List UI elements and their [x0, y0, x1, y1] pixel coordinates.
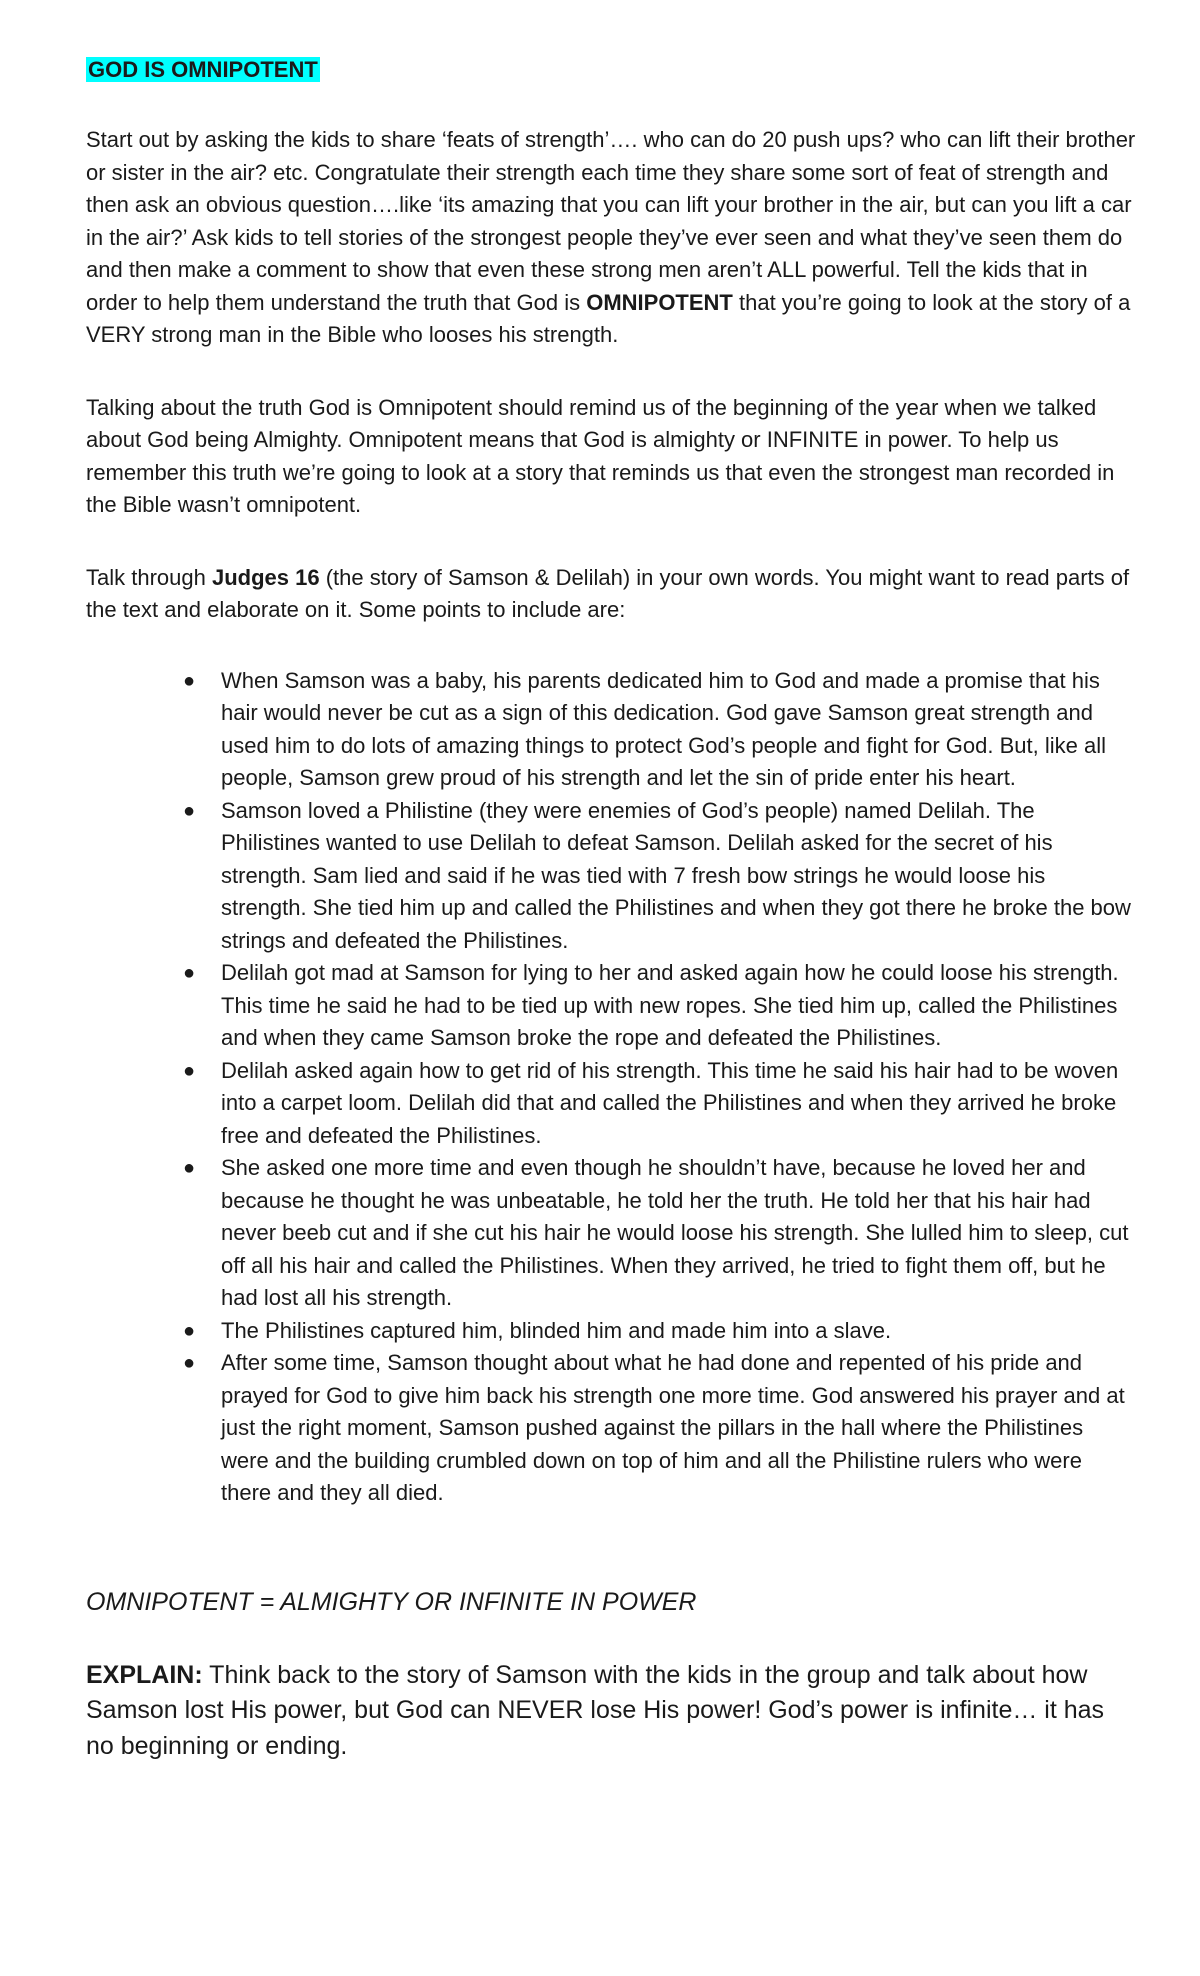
document-page — [86, 54, 1136, 1764]
list-item-text: Samson loved a Philistine (they were enemies of God’s people) named Delilah. The Philistines wanted to use Delilah to defeat Samson. Delilah asked for the secret of his strength. Sam lied and said if he was tied with 7 fresh bow strings he would loose his strength. She tied him up and called the Philistines and when they got there he broke the bow strings and defeated the Philistines. — [221, 797, 1131, 953]
omnipotent-paragraph: Talking about the truth God is Omnipotent should remind us of the beginning of the year when we talked about God being Almighty. Omnipotent means that God is almighty or INFINITE in power. To help us remember this truth we’re going to look at a story that reminds us that even the strongest man recorded in the Bible wasn’t omnipotent. — [86, 394, 1115, 517]
intro-bold-term: OMNIPOTENT — [586, 289, 733, 315]
judges-reference: Judges 16 — [211, 564, 320, 590]
bullet-icon: ● — [183, 962, 196, 984]
list-item-text: Delilah got mad at Samson for lying to her and asked again how he could loose his strength. This time he said he had to be tied up with new ropes. She tied him up, called the Philistines and when they came Samson broke the rope and defeated the Philistines. — [221, 960, 1119, 1050]
list-item — [183, 1315, 1136, 1348]
list-item-text: When Samson was a baby, his parents dedicated him to God and made a promise that his hair would never be cut as a sign of this dedication. God gave Samson great strength and used him to do lots of amazing things to protect God’s people and fight for God. But, like all people, Samson grew proud of his strength and let the sin of pride enter his heart. — [221, 667, 1106, 790]
list-item-text: Delilah asked again how to get rid of his strength. This time he said his hair had to be woven into a carpet loom. Delilah did that and called the Philistines and when they arrived he broke free and defeated the Philistines. — [221, 1057, 1119, 1148]
bullet-icon: ● — [183, 669, 196, 692]
title-highlight: GOD IS OMNIPOTENT — [88, 57, 318, 82]
list-item — [183, 1152, 1136, 1315]
explain-text: Think back to the story of Samson with the kids in the group and talk about how Samson lost His power, but God can NEVER lose His power! God’s power is infinite… it has no beginning or ending. — [86, 1660, 1105, 1760]
bullet-icon: ● — [183, 1319, 196, 1342]
intro-paragraph — [86, 124, 1136, 352]
judges-paragraph — [86, 562, 1136, 627]
explain-paragraph — [86, 1658, 1136, 1765]
list-item-text: After some time, Samson thought about what he had done and repented of his pride and prayed for God to give him back his strength one more time. God answered his prayer and at just the right moment, Samson pushed against the pillars in the hall where the Philistines were and the building crumbled down on top of him and all the Philistine rulers who were there and they all died. — [221, 1350, 1125, 1505]
intro-text-start: Start out by asking the kids to share ‘feats of strength’…. who can do 20 push ups? who can lift their brother or sister in the air? etc. Congratulate their strength each time they share some sort of feat of strength and then ask an obvious question….like ‘its amazing that you can lift your brother in the air, but can you lift a car in the air?’ Ask kids to tell stories of the strongest people they’ve ever seen and what they’ve seen them do and then make a comment to show that even these strong men aren’t ALL powerful. Tell the kids that in order to help them understand the truth that God is — [86, 127, 1136, 315]
list-item-text: She asked one more time and even though he shouldn’t have, because he loved her and because he thought he was unbeatable, he told her the truth. He told her that his hair had never beeb cut and if she cut his hair he would loose his strength. She lulled him to sleep, cut off all his hair and called the Philistines. When they arrived, he tried to fight them off, but he had lost all his strength. — [221, 1155, 1129, 1310]
explain-label: EXPLAIN: — [86, 1660, 203, 1689]
bullet-icon: ● — [183, 1352, 196, 1374]
story-points-list — [86, 665, 1136, 1510]
bullet-icon: ● — [183, 799, 196, 822]
list-item — [183, 957, 1136, 1055]
list-item-text: The Philistines captured him, blinded him and made him into a slave. — [221, 1317, 892, 1343]
judges-text-end: (the story of Samson & Delilah) in your own words. You might want to read parts of the text and elaborate on it. Some points to include are: — [86, 564, 1130, 622]
list-item — [183, 1347, 1136, 1510]
bullet-icon: ● — [183, 1059, 196, 1082]
list-item — [183, 1055, 1136, 1153]
list-item — [183, 795, 1136, 958]
list-item — [183, 665, 1136, 795]
intro-text-end: that you’re going to look at the story of a VERY strong man in the Bible who looses his strength. — [86, 289, 1131, 347]
definition-line: OMNIPOTENT = ALMIGHTY OR INFINITE IN POWER — [86, 1587, 697, 1616]
page-title — [86, 54, 1136, 86]
judges-text-start: Talk through — [86, 564, 212, 590]
bullet-icon: ● — [183, 1157, 196, 1179]
